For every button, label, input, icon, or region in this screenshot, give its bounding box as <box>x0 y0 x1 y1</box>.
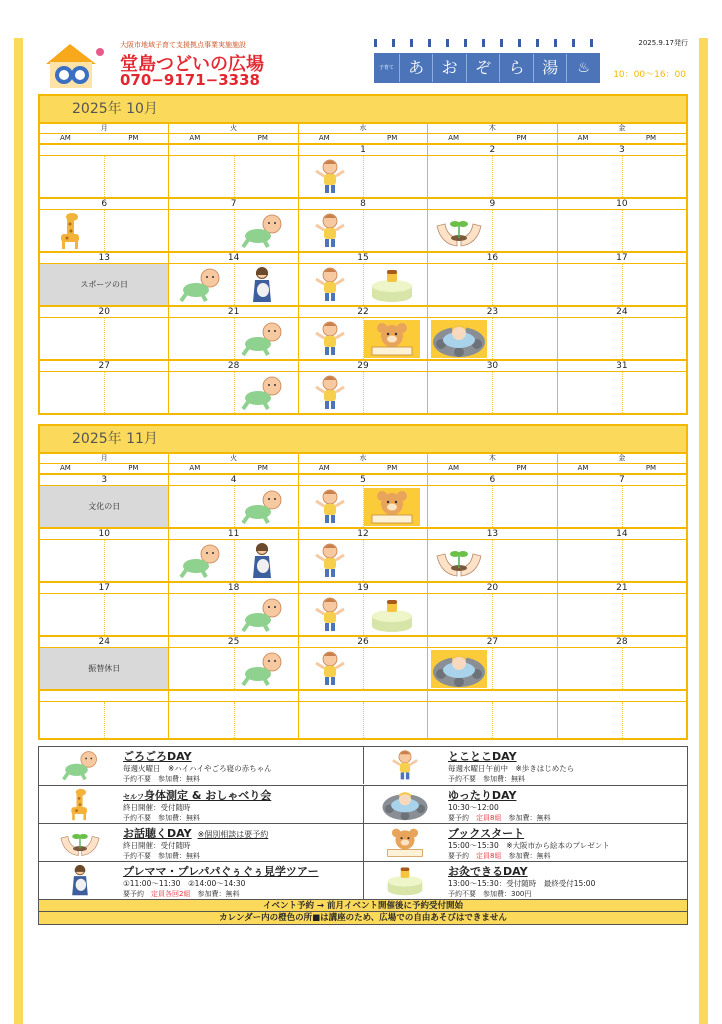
event-booking <box>123 851 200 861</box>
day-cell <box>557 475 686 527</box>
event-title-text: ごろごろDAY <box>123 750 192 763</box>
event-title-text: プレママ・プレパパぐぅぐぅ見学ツアー <box>123 865 319 878</box>
week-row <box>40 691 686 738</box>
month-title: 2025年 10月 <box>40 96 686 124</box>
hands-icon <box>431 542 487 580</box>
legend-row <box>39 747 687 784</box>
weekday-header <box>40 124 686 134</box>
day-number: 29 <box>299 361 427 372</box>
event-detail: 終日開催：受付随時 <box>123 841 191 850</box>
am-label: AM <box>60 134 71 142</box>
pudding-icon <box>376 864 434 897</box>
event-title <box>123 825 268 841</box>
bath-icon <box>376 788 434 821</box>
day-number: 28 <box>169 361 297 372</box>
week-row <box>40 475 686 529</box>
baby-icon <box>51 749 109 782</box>
banner-char-2: ぞ <box>466 54 500 82</box>
event-detail: 毎週火曜日 ※ハイハイやごろ寝の赤ちゃん <box>123 764 272 773</box>
toddler-icon <box>302 266 358 304</box>
day-cell <box>427 199 556 251</box>
toddler-icon <box>302 596 358 634</box>
week-row <box>40 199 686 253</box>
day-number: 6 <box>40 199 168 210</box>
header <box>40 36 690 92</box>
day-cell <box>40 583 168 635</box>
bath-icon <box>431 320 487 358</box>
day-cell <box>298 691 427 738</box>
baby-icon <box>172 542 228 580</box>
booking-text: 予約不要 参加費：300円 <box>448 890 532 898</box>
event-detail: 終日開催：受付随時 <box>123 803 191 812</box>
day-number: 3 <box>40 475 168 486</box>
day-cell <box>298 145 427 197</box>
holiday-label: 振替休日 <box>40 648 168 689</box>
pm-label: PM <box>645 134 657 142</box>
day-number: 25 <box>169 637 297 648</box>
legend-row <box>39 823 687 861</box>
event-title-prefix: セルフ <box>123 793 144 801</box>
am-label: AM <box>318 464 330 472</box>
legend-item <box>363 786 687 823</box>
event-title-text: とことこDAY <box>448 750 517 763</box>
event-title <box>123 863 319 879</box>
toddler-icon <box>302 320 358 358</box>
event-detail: 13:00〜15:30：受付随時 最終受付15:00 <box>448 879 596 888</box>
hands-icon <box>51 826 109 859</box>
day-cell <box>427 583 556 635</box>
day-number: 19 <box>299 583 427 594</box>
event-title-text: お灸できるDAY <box>448 865 528 878</box>
event-title <box>448 748 517 764</box>
pm-label: PM <box>128 134 139 142</box>
day-cell <box>298 361 427 413</box>
day-number: 20 <box>428 583 556 594</box>
day-number <box>558 691 686 702</box>
pudding-icon <box>364 596 420 634</box>
banner-char-3: ら <box>499 54 533 82</box>
day-cell <box>427 475 556 527</box>
day-number: 15 <box>299 253 427 264</box>
left-border-stripe <box>14 38 23 1024</box>
capacity-text: 定員8組 <box>476 814 502 822</box>
day-cell <box>40 361 168 413</box>
giraffe-icon <box>43 212 99 250</box>
am-label: AM <box>189 464 201 472</box>
weekday-label: 木 <box>427 124 556 133</box>
day-cell <box>427 529 556 581</box>
day-number: 14 <box>169 253 297 264</box>
day-number: 18 <box>169 583 297 594</box>
pm-label: PM <box>387 464 398 472</box>
month-title: 2025年 11月 <box>40 426 686 454</box>
booking-text: 予約不要 参加費：無料 <box>123 814 200 822</box>
day-cell <box>557 361 686 413</box>
facility-name: 堂島つどいの広場 <box>120 54 264 75</box>
event-detail: ①11:00〜11:30 ②14:00〜14:30 <box>123 879 246 888</box>
opening-hours: 10：00〜16：00 <box>613 70 686 80</box>
holiday-label: 文化の日 <box>40 486 168 527</box>
baby-icon <box>234 374 290 412</box>
day-number: 5 <box>299 475 427 486</box>
event-detail: 15:00〜15:30 ※大阪市から絵本のプレゼント <box>448 841 610 850</box>
day-cell <box>427 145 556 197</box>
day-cell <box>427 691 556 738</box>
day-cell <box>40 253 168 305</box>
day-number: 1 <box>299 145 427 156</box>
day-number: 26 <box>299 637 427 648</box>
am-label: AM <box>60 464 71 472</box>
banner-char-0: あ <box>399 54 433 82</box>
event-note: ※個別相談は要予約 <box>197 830 269 839</box>
weekday-label: 月 <box>100 454 108 462</box>
toddler-icon <box>302 542 358 580</box>
day-cell <box>298 253 427 305</box>
event-title <box>123 787 271 803</box>
legend-item <box>363 862 687 899</box>
day-number <box>299 691 427 702</box>
legend-item <box>363 824 687 861</box>
aozora-banner <box>374 39 600 83</box>
day-number: 21 <box>558 583 686 594</box>
day-cell <box>557 529 686 581</box>
week-row <box>40 307 686 361</box>
day-cell <box>557 199 686 251</box>
day-cell <box>168 361 297 413</box>
day-number: 30 <box>428 361 556 372</box>
day-cell <box>40 475 168 527</box>
pm-label: PM <box>645 464 657 472</box>
baby-icon <box>234 650 290 688</box>
giraffe-icon <box>51 788 109 821</box>
weekday-label: 水 <box>298 454 427 463</box>
day-cell <box>298 637 427 689</box>
day-number: 11 <box>169 529 297 540</box>
toddler-icon <box>302 158 358 196</box>
event-booking <box>448 889 531 899</box>
event-title <box>448 825 524 841</box>
day-number: 17 <box>40 583 168 594</box>
day-number: 27 <box>428 637 556 648</box>
day-cell <box>168 583 297 635</box>
toddler-icon <box>302 650 358 688</box>
booking-text: 要予約 <box>123 890 151 898</box>
day-cell <box>298 199 427 251</box>
day-cell <box>40 637 168 689</box>
day-cell <box>168 253 297 305</box>
toddler-icon <box>302 212 358 250</box>
am-label: AM <box>318 134 330 142</box>
holiday-label: スポーツの日 <box>40 264 168 305</box>
day-cell <box>168 637 297 689</box>
day-cell <box>40 145 168 197</box>
hot-spring-icon: ♨ <box>566 54 600 82</box>
booking-text: 予約不要 参加費：無料 <box>448 775 525 783</box>
pm-label: PM <box>257 464 268 472</box>
mom-icon <box>234 542 290 580</box>
weekday-label: 金 <box>557 124 686 133</box>
bear-icon <box>364 488 420 526</box>
event-title <box>123 748 192 764</box>
day-number <box>169 691 297 702</box>
day-number: 17 <box>558 253 686 264</box>
event-title-text: お話聴くDAY <box>123 827 192 840</box>
pudding-icon <box>364 266 420 304</box>
week-row <box>40 253 686 307</box>
event-title-text: ブックスタート <box>448 827 525 840</box>
baby-icon <box>234 488 290 526</box>
event-title-text: 身体測定 & おしゃべり会 <box>144 789 272 802</box>
organization-text: 大阪市地域子育て支援拠点事業実施施設 <box>120 41 246 49</box>
baby-icon <box>234 320 290 358</box>
day-number <box>428 691 556 702</box>
day-number: 16 <box>428 253 556 264</box>
day-number: 24 <box>40 637 168 648</box>
pm-label: PM <box>516 134 527 142</box>
day-number: 10 <box>40 529 168 540</box>
booking-text: 予約不要 参加費：無料 <box>123 852 200 860</box>
day-number: 13 <box>428 529 556 540</box>
day-number: 7 <box>558 475 686 486</box>
day-number: 6 <box>428 475 556 486</box>
fee-text: 参加費：無料 <box>190 890 240 898</box>
day-cell <box>427 307 556 359</box>
fee-text: 参加費：無料 <box>501 814 551 822</box>
day-cell <box>557 253 686 305</box>
baby-icon <box>172 266 228 304</box>
toddler-icon <box>302 374 358 412</box>
day-cell <box>168 145 297 197</box>
day-number: 24 <box>558 307 686 318</box>
day-cell <box>298 583 427 635</box>
am-label: AM <box>189 134 201 142</box>
day-cell <box>168 691 297 738</box>
day-number: 28 <box>558 637 686 648</box>
calendar-october <box>38 94 688 415</box>
phone-number: 070−9171−3338 <box>120 71 260 89</box>
baby-icon <box>234 212 290 250</box>
day-cell <box>557 145 686 197</box>
mom-icon <box>51 864 109 897</box>
pm-label: PM <box>516 464 527 472</box>
banner-char-4: 湯 <box>533 54 567 82</box>
week-row <box>40 583 686 637</box>
weekday-header <box>40 454 686 464</box>
bath-icon <box>431 650 487 688</box>
mom-icon <box>234 266 290 304</box>
day-number: 4 <box>169 475 297 486</box>
day-number: 23 <box>428 307 556 318</box>
weekday-label: 水 <box>298 124 427 133</box>
calendar-november <box>38 424 688 740</box>
day-number: 9 <box>428 199 556 210</box>
bear-icon <box>364 320 420 358</box>
day-number: 31 <box>558 361 686 372</box>
weekday-label: 金 <box>557 454 686 463</box>
weekday-label: 月 <box>100 124 108 132</box>
day-number: 27 <box>40 361 168 372</box>
legend-item <box>363 747 687 784</box>
event-booking <box>448 774 525 784</box>
capacity-text: 定員各回2組 <box>151 890 191 898</box>
event-booking <box>448 851 550 861</box>
bear-icon <box>376 826 434 859</box>
event-title <box>448 863 528 879</box>
banner-side-text: 子育て <box>378 65 394 71</box>
event-detail: 10:30〜12:00 <box>448 803 499 812</box>
day-number: 13 <box>40 253 168 264</box>
day-cell <box>427 637 556 689</box>
day-number: 8 <box>299 199 427 210</box>
booking-text: 要予約 <box>448 852 476 860</box>
legend-item <box>39 786 362 823</box>
am-label: AM <box>577 464 589 472</box>
event-title <box>448 787 516 803</box>
legend-row <box>39 861 687 899</box>
day-number <box>169 145 297 156</box>
legend-item <box>39 862 362 899</box>
day-cell <box>427 361 556 413</box>
day-cell <box>40 691 168 738</box>
day-cell <box>557 637 686 689</box>
baby-icon <box>234 596 290 634</box>
week-row <box>40 361 686 413</box>
hands-icon <box>431 212 487 250</box>
banner-pins <box>374 39 600 47</box>
event-booking <box>123 889 239 899</box>
day-cell <box>40 529 168 581</box>
day-cell <box>40 307 168 359</box>
reservation-note: イベント予約 → 前月イベント開催後に予約受付開始 <box>39 899 687 912</box>
legend-item <box>39 824 362 861</box>
day-cell <box>427 253 556 305</box>
weekday-label: 木 <box>427 454 556 463</box>
day-cell <box>168 199 297 251</box>
day-number: 14 <box>558 529 686 540</box>
orange-cell-note: カレンダー内の橙色の所■は講座のため、広場での自由あそびはできません <box>39 911 687 924</box>
event-detail: 毎週水曜日午前中 ※歩きはじめたら <box>448 764 575 773</box>
day-number: 21 <box>169 307 297 318</box>
day-number: 2 <box>428 145 556 156</box>
pm-label: PM <box>257 134 268 142</box>
day-cell <box>168 475 297 527</box>
day-cell <box>40 199 168 251</box>
day-number: 10 <box>558 199 686 210</box>
weekday-label: 火 <box>168 124 297 133</box>
legend-item <box>39 747 362 784</box>
day-number: 12 <box>299 529 427 540</box>
week-row <box>40 145 686 199</box>
pm-label: PM <box>387 134 398 142</box>
day-number: 20 <box>40 307 168 318</box>
capacity-text: 定員8組 <box>476 852 502 860</box>
day-cell <box>168 529 297 581</box>
day-cell <box>557 691 686 738</box>
right-border-stripe <box>699 38 708 1024</box>
toddler-icon <box>376 749 434 782</box>
day-cell <box>557 583 686 635</box>
logo-icon <box>40 40 110 90</box>
week-row <box>40 529 686 583</box>
day-cell <box>298 307 427 359</box>
day-number <box>40 691 168 702</box>
day-number: 7 <box>169 199 297 210</box>
day-number <box>40 145 168 156</box>
event-booking <box>448 813 550 823</box>
day-number: 22 <box>299 307 427 318</box>
weekday-label: 火 <box>168 454 297 463</box>
day-number: 3 <box>558 145 686 156</box>
pm-label: PM <box>128 464 139 472</box>
ampm-header <box>40 464 686 475</box>
toddler-icon <box>302 488 358 526</box>
fee-text: 参加費：無料 <box>501 852 551 860</box>
day-cell <box>298 475 427 527</box>
day-cell <box>557 307 686 359</box>
event-legend <box>38 746 688 925</box>
banner-char-1: お <box>432 54 466 82</box>
am-label: AM <box>448 464 460 472</box>
am-label: AM <box>577 134 589 142</box>
week-row <box>40 637 686 691</box>
ampm-header <box>40 134 686 145</box>
event-booking <box>123 813 200 823</box>
day-cell <box>298 529 427 581</box>
booking-text: 要予約 <box>448 814 476 822</box>
day-cell <box>168 307 297 359</box>
legend-row <box>39 785 687 823</box>
event-booking <box>123 774 200 784</box>
issue-date: 2025.9.17発行 <box>638 39 688 47</box>
event-title-text: ゆったりDAY <box>448 789 517 802</box>
booking-text: 予約不要 参加費：無料 <box>123 775 200 783</box>
am-label: AM <box>448 134 460 142</box>
